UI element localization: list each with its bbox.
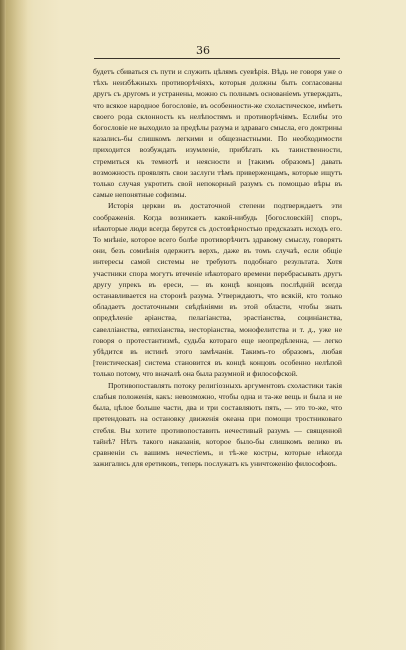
paragraph-3: Противопоставлять потоку религіозныхъ аргументовъ схоластики такія слабыя положенія, какъ: невозможно, чтобы одна и та-же вещь и была и не была, цѣлое больше части, два и три составляютъ пять, — это то-же, что претендовать на остановку движенія океана при помощи тростниковаго стебля. Вы хотите противопоставить нечестивый разумъ — священной тайнѣ? Нѣтъ такого наказанія, которое было-бы слишкомъ велико въ сравненіи съ вашимъ нечестіемъ, и тѣ-же костры, которые нѣкогда зажигались для еретиковъ, теперь послужатъ къ уничтоженію философовъ. bbox=[93, 380, 342, 469]
paragraph-2: Исторія церкви въ достаточной степени подтверждаетъ эти соображенія. Когда возникаетъ какой-нибудь [богословскій] споръ, нѣкоторые люди всегда берутся съ достовѣрностью предсказать исходъ его. То мнѣніе, которое всего болѣе противорѣчитъ здравому смыслу, говорятъ они, безъ сомнѣнія одержитъ верхъ, даже въ томъ случаѣ, если общіе интересы самой системы не требуютъ подобнаго результата. Хотя участники спора могутъ втеченіе нѣкотораго времени перебрасывать другъ другу упрекъ въ ереси, — въ концѣ концовъ послѣдній всегда останавливается на сторонѣ разума. Утверждаютъ, что всякій, кто только обладаетъ достаточными свѣдѣніями въ этой области, чтобы знать опредѣленіе аріанства, пелагіанства, эрастіанства, социніанства, савелліанства, евтихіанства, несторіанства, монофелитства и т. д., уже не говоря о протестантизмѣ, судьба котораго еще неопредѣленна, — легко убѣдится въ истинѣ этого замѣчанія. Такимъ-то образомъ, любая [теистическая] система становится въ концѣ концовъ особенно нелѣпой только потому, что вначалѣ она была разумной и философской. bbox=[93, 201, 342, 379]
page-body bbox=[93, 66, 342, 624]
paragraph-1: будетъ сбиваться съ пути и служить цѣлямъ суевѣрія. Вѣдь не говоря уже о тѣхъ неизбѣжныхъ противорѣчіяхъ, которыя должны быть согласованы другъ съ другомъ и устранены, можно съ полнымъ основаніемъ утверждать, что всякое народное богословіе, въ особенности-же схоластическое, имѣетъ своего рода склонность къ нелѣпостямъ и противорѣчіямъ. Еслибы это богословіе не выходило за предѣлы разума и здраваго смысла, его доктрины казались-бы слишкомъ легкими и общезнастными. По необходимости приходится возбуждать изумленіе, прибѣгать къ таинственности, стремиться къ темнотѣ и неясности и [такимъ образомъ] давать возможность проявлять свои заслуги тѣмъ приверженцамъ, которые ищутъ только случая укротить свой непокорный разумъ съ помощью вѣры въ самые непонятные софизмы. bbox=[93, 67, 342, 200]
header-rule bbox=[94, 58, 340, 59]
page-fold-shadow bbox=[6, 0, 28, 650]
page-number: 36 bbox=[196, 44, 210, 57]
